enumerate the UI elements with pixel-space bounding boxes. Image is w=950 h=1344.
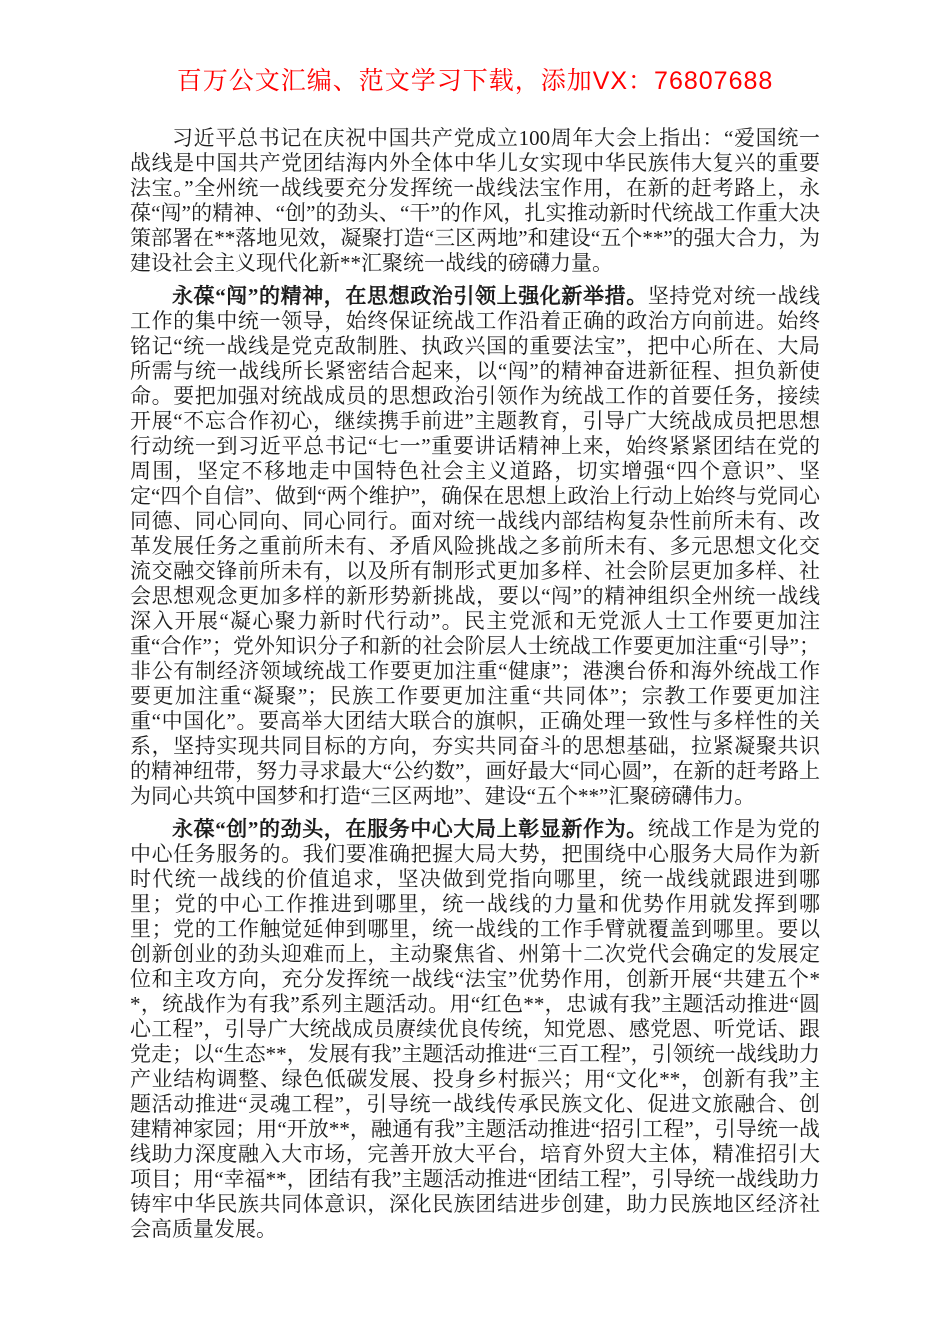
paragraph-text: 统战工作是为党的中心任务服务的。我们要准确把握大局大势，把围绕中心服务大局作为新时代统一战线的价值追求，坚决做到党指向哪里，统一战线就跟进到哪里；党的中心工作推进到哪里，统一战线的力量和优势作用就发挥到哪里；党的工作触觉延伸到哪里，统一战线的工作手臂就覆盖到哪里。要以创新创业的劲头迎难而上，主动聚焦省、州第十二次党代会确定的发展定位和主攻方向，充分发挥统一战线“法宝”优势作用，创新开展“共建五个**，统战作为有我”系列主题活动。用“红色**，忠诚有我”主题活动推进“圆心工程”，引导广大统战成员赓续优良传统，知党恩、感党恩、听党话、跟党走；以“生态**，发展有我”主题活动推进“三百工程”，引领统一战线助力产业结构调整、绿色低碳发展、投身乡村振兴；用“文化**，创新有我”主题活动推进“灵魂工程”，引导统一战线传承民族文化、促进文旅融合、创建精神家园；用“开放**，融通有我”主题活动推进“招引工程”，引导统一战线助力深度融入大市场，完善开放大平台，培育外贸大主体，精准招引大项目；用“幸福**，团结有我”主题活动推进“团结工程”，引导统一战线助力铸牢中华民族共同体意识，深化民族团结进步创建，助力民族地区经济社会高质量发展。	[130, 817, 821, 1241]
paragraph-lead: 永葆“创”的劲头，在服务中心大局上彰显新作为。	[172, 817, 648, 841]
paragraph	[130, 126, 820, 276]
paragraph	[130, 817, 820, 1242]
promo-header-text: 百万公文汇编、范文学习下载，添加VX：76807688	[176, 67, 774, 95]
document-body	[130, 126, 820, 1242]
paragraph	[130, 284, 820, 809]
paragraph-text: 坚持党对统一战线工作的集中统一领导，始终保证统战工作沿着正确的政治方向前进。始终铭记“统一战线是党克敌制胜、执政兴国的重要法宝”，把中心所在、大局所需与统一战线所长紧密结合起来，以“闯”的精神奋进新征程、担负新使命。要把加强对统战成员的思想政治引领作为统战工作的首要任务，接续开展“不忘合作初心，继续携手前进”主题教育，引导广大统战成员把思想行动统一到习近平总书记“七一”重要讲话精神上来，始终紧紧团结在党的周围，坚定不移地走中国特色社会主义道路，切实增强“四个意识”、坚定“四个自信”、做到“两个维护”，确保在思想上政治上行动上始终与党同心同德、同心同向、同心同行。面对统一战线内部结构复杂性前所未有、改革发展任务之重前所未有、矛盾风险挑战之多前所未有、多元思想文化交流交融交锋前所未有，以及所有制形式更加多样、社会阶层更加多样、社会思想观念更加多样的新形势新挑战，要以“闯”的精神组织全州统一战线深入开展“凝心聚力新时代行动”。民主党派和无党派人士工作要更加注重“合作”；党外知识分子和新的社会阶层人士统战工作要更加注重“引导”；非公有制经济领域统战工作要更加注重“健康”；港澳台侨和海外统战工作要更加注重“凝聚”；民族工作要更加注重“共同体”；宗教工作要更加注重“中国化”。要高举大团结大联合的旗帜，正确处理一致性与多样性的关系，坚持实现共同目标的方向，夯实共同奋斗的思想基础，拉紧凝聚共识的精神纽带，努力寻求最大“公约数”，画好最大“同心圆”，在新的赶考路上为同心共筑中国梦和打造“三区两地”、建设“五个**”汇聚磅礴伟力。	[130, 284, 821, 808]
paragraph-lead: 永葆“闯”的精神，在思想政治引领上强化新举措。	[172, 284, 648, 308]
paragraph-text: 习近平总书记在庆祝中国共产党成立100周年大会上指出：“爱国统一战线是中国共产党团结海内外全体中华儿女实现中华民族伟大复兴的重要法宝。”全州统一战线要充分发挥统一战线法宝作用，在新的赶考路上，永葆“闯”的精神、“创”的劲头、“干”的作风，扎实推动新时代统战工作重大决策部署在**落地见效，凝聚打造“三区两地”和建设“五个**”的强大合力，为建设社会主义现代化新**汇聚统一战线的磅礴力量。	[130, 126, 820, 275]
